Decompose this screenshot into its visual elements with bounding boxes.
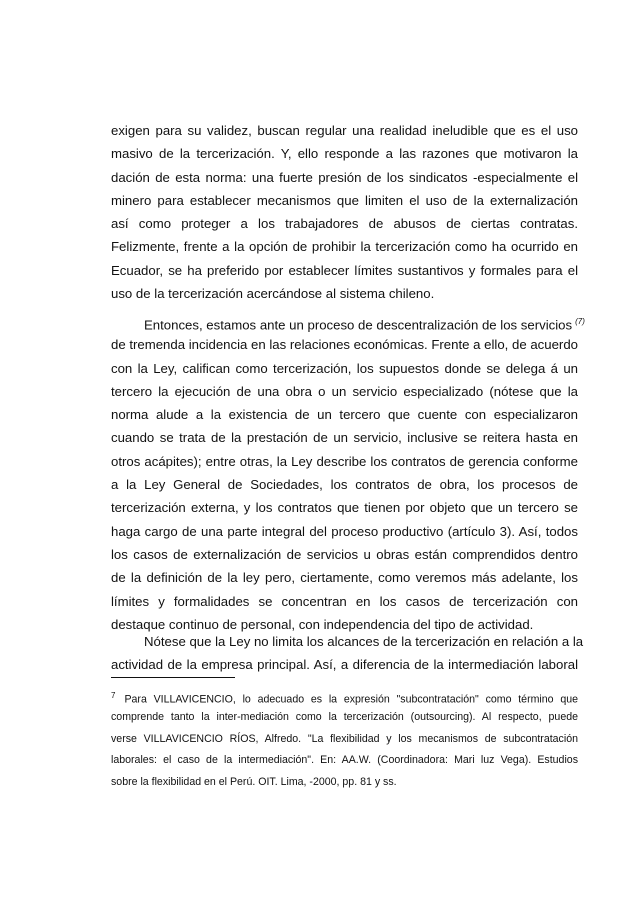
footnote-line: laborales: el caso de la intermediación". En: AA.W. (Coordinadora: Mari luz Vega). Estudios [111, 754, 578, 767]
text-line: a la Ley General de Sociedades, los contratos de obra, los procesos de [111, 477, 578, 493]
text-line: límites y formalidades se concentran en los casos de tercerización con [111, 593, 578, 609]
text-line: así como proteger a los trabajadores de abusos de ciertas contratas. [111, 216, 578, 232]
text-line: otros acápites); entre otras, la Ley describe los contratos de gerencia conforme [111, 453, 578, 469]
footnote-line: sobre la flexibilidad en el Perú. OIT. Lima, -2000, pp. 81 y ss. [111, 776, 397, 789]
text-line: actividad de la empresa principal. Así, a diferencia de la intermediación laboral [111, 657, 578, 673]
footnote-number: 7 [111, 691, 116, 700]
text-line: minero para establecer mecanismos que limiten el uso de la externalización [111, 192, 578, 208]
text-line: Felizmente, frente a la opción de prohibir la tercerización como ha ocurrido en [111, 239, 578, 255]
footnote-line [111, 685, 578, 707]
text-line: tercero la ejecución de una obra o un servicio especializado (nótese que la [111, 383, 578, 399]
paragraph-1 [111, 119, 578, 305]
text-line: norma alude a la existencia de un tercero que cuente con especializaron [111, 407, 578, 423]
text-line: Ecuador, se ha preferido por establecer límites sustantivos y formales para el [111, 262, 578, 278]
footnote-line-content: Para VILLAVICENCIO, lo adecuado es la expresión "subcontratación" como término que [124, 693, 578, 706]
text-line: con la Ley, califican como tercerización, los supuestos donde se delega á un [111, 360, 578, 376]
text-line: Nótese que la Ley no limita los alcances de la tercerización en relación a la [144, 634, 584, 649]
paragraph-3 [111, 630, 584, 677]
text-line: exigen para su validez, buscan regular una realidad ineludible que es el uso [111, 123, 578, 138]
text-line [111, 310, 585, 333]
footnote-line: verse VILLAVICENCIO RÍOS, Alfredo. "La flexibilidad y los mecanismos de subcontratación [111, 732, 578, 745]
text-line: los casos de externalización de servicios u obras están comprendidos dentro [111, 546, 578, 562]
text-line: tercerización externa, y los contratos que tienen por objeto que un tercero se [111, 500, 578, 516]
text-line: uso de la tercerización acercándose al sistema chileno. [111, 286, 435, 302]
text-line: masivo de la tercerización. Y, ello responde a las razones que motivaron la [111, 146, 578, 162]
text-line-content: Entonces, estamos ante un proceso de descentralización de los servicios [144, 317, 573, 333]
footnote-reference[interactable]: (7) [575, 317, 585, 326]
text-line: de la definición de la ley pero, ciertamente, como veremos más adelante, los [111, 570, 578, 586]
text-line: de tremenda incidencia en las relaciones económicas. Frente a ello, de acuerdo [111, 337, 578, 353]
text-line: cuando se trata de la prestación de un servicio, inclusive se reitera hasta en [111, 430, 578, 446]
text-line: haga cargo de una parte integral del proceso productivo (artículo 3). Así, todos [111, 523, 578, 539]
text-line: destaque continuo de personal, con independencia del tipo de actividad. [111, 616, 534, 632]
footnote-divider [111, 677, 235, 678]
paragraph-2 [111, 310, 585, 636]
text-line: dación de esta norma: una fuerte presión de los sindicatos -especialmente el [111, 169, 578, 185]
footnote-line: comprende tanto la inter-mediación como la tercerización (outsourcing). Al respecto, puede [111, 710, 578, 723]
footnote [111, 685, 578, 794]
